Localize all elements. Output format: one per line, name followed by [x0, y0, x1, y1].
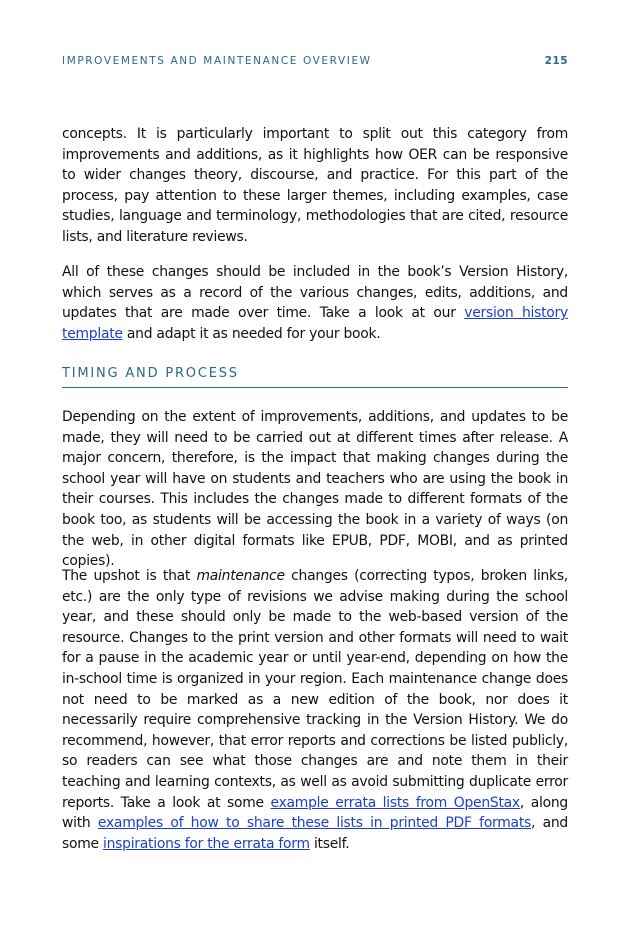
- paragraph-text: Depending on the extent of improvements, additions, and updates to be made, they will need to be carried out at different times after release. A major concern, therefore, is the impact that making changes during the school year will have on students and teachers who are using the book in their courses. This includes the changes made to different formats of the book too, as students will be accessing the book in a variety of ways (on the web, in other digital formats like EPUB, PDF, MOBI, and as printed copies).: [62, 409, 568, 570]
- paragraph-text: and adapt it as needed for your book.: [122, 325, 381, 342]
- running-title: IMPROVEMENTS AND MAINTENANCE OVERVIEW: [62, 55, 372, 67]
- version-history-template-link[interactable]: version history template: [62, 305, 568, 342]
- paragraph-text: changes (correcting typos, broken links, etc.) are the only type of revisions we advise making during the school year, and these should only be made to the web-based version of the resource. Changes to the print version and other formats will need to wait for a pause in the academic year or until year-end, depending on how the in-school time is organized in your region. Each maintenance change does not need to be marked as a new edition of the book, nor does it necessarily require comprehensive tracking in the Version History. We do recommend, however, that error reports and corrections be listed publicly, so readers can see what those changes are and note them in their teaching and learning contexts, as well as avoid submitting duplicate error reports. Take a look at some: [62, 568, 568, 811]
- errata-form-inspirations-link[interactable]: inspirations for the errata form: [102, 835, 310, 852]
- page-number: 215: [544, 55, 568, 67]
- printed-pdf-examples-link[interactable]: examples of how to share these lists in printed PDF formats: [97, 815, 532, 832]
- paragraph-text: , and some: [62, 815, 568, 852]
- paragraph-text: concepts. It is particularly important to split out this category from improvements and additions, as it highlights how OER can be responsive to wider changes theory, discourse, and practice. For this part of the process, pay attention to these larger themes, including examples, case studies, language and terminology, methodologies that are cited, resource lists, and literature reviews.: [62, 126, 568, 245]
- paragraph-timing: [62, 407, 568, 572]
- running-header: [62, 55, 568, 71]
- paragraph-text: The upshot is that: [62, 568, 197, 584]
- emphasis-maintenance: maintenance: [196, 568, 285, 584]
- paragraph-upshot: [62, 566, 568, 854]
- paragraph-version-history: [62, 262, 568, 344]
- openstax-errata-link[interactable]: example errata lists from OpenStax: [270, 794, 520, 811]
- paragraph-text: , along with: [62, 794, 568, 832]
- paragraph-concepts: [62, 124, 568, 248]
- section-heading: TIMING AND PROCESS: [62, 366, 568, 388]
- paragraph-text: All of these changes should be included in the book’s Version History, which serves as a record of the various changes, edits, additions, and updates that are made over time. Take a look at our: [62, 264, 568, 322]
- paragraph-text: itself.: [309, 835, 350, 852]
